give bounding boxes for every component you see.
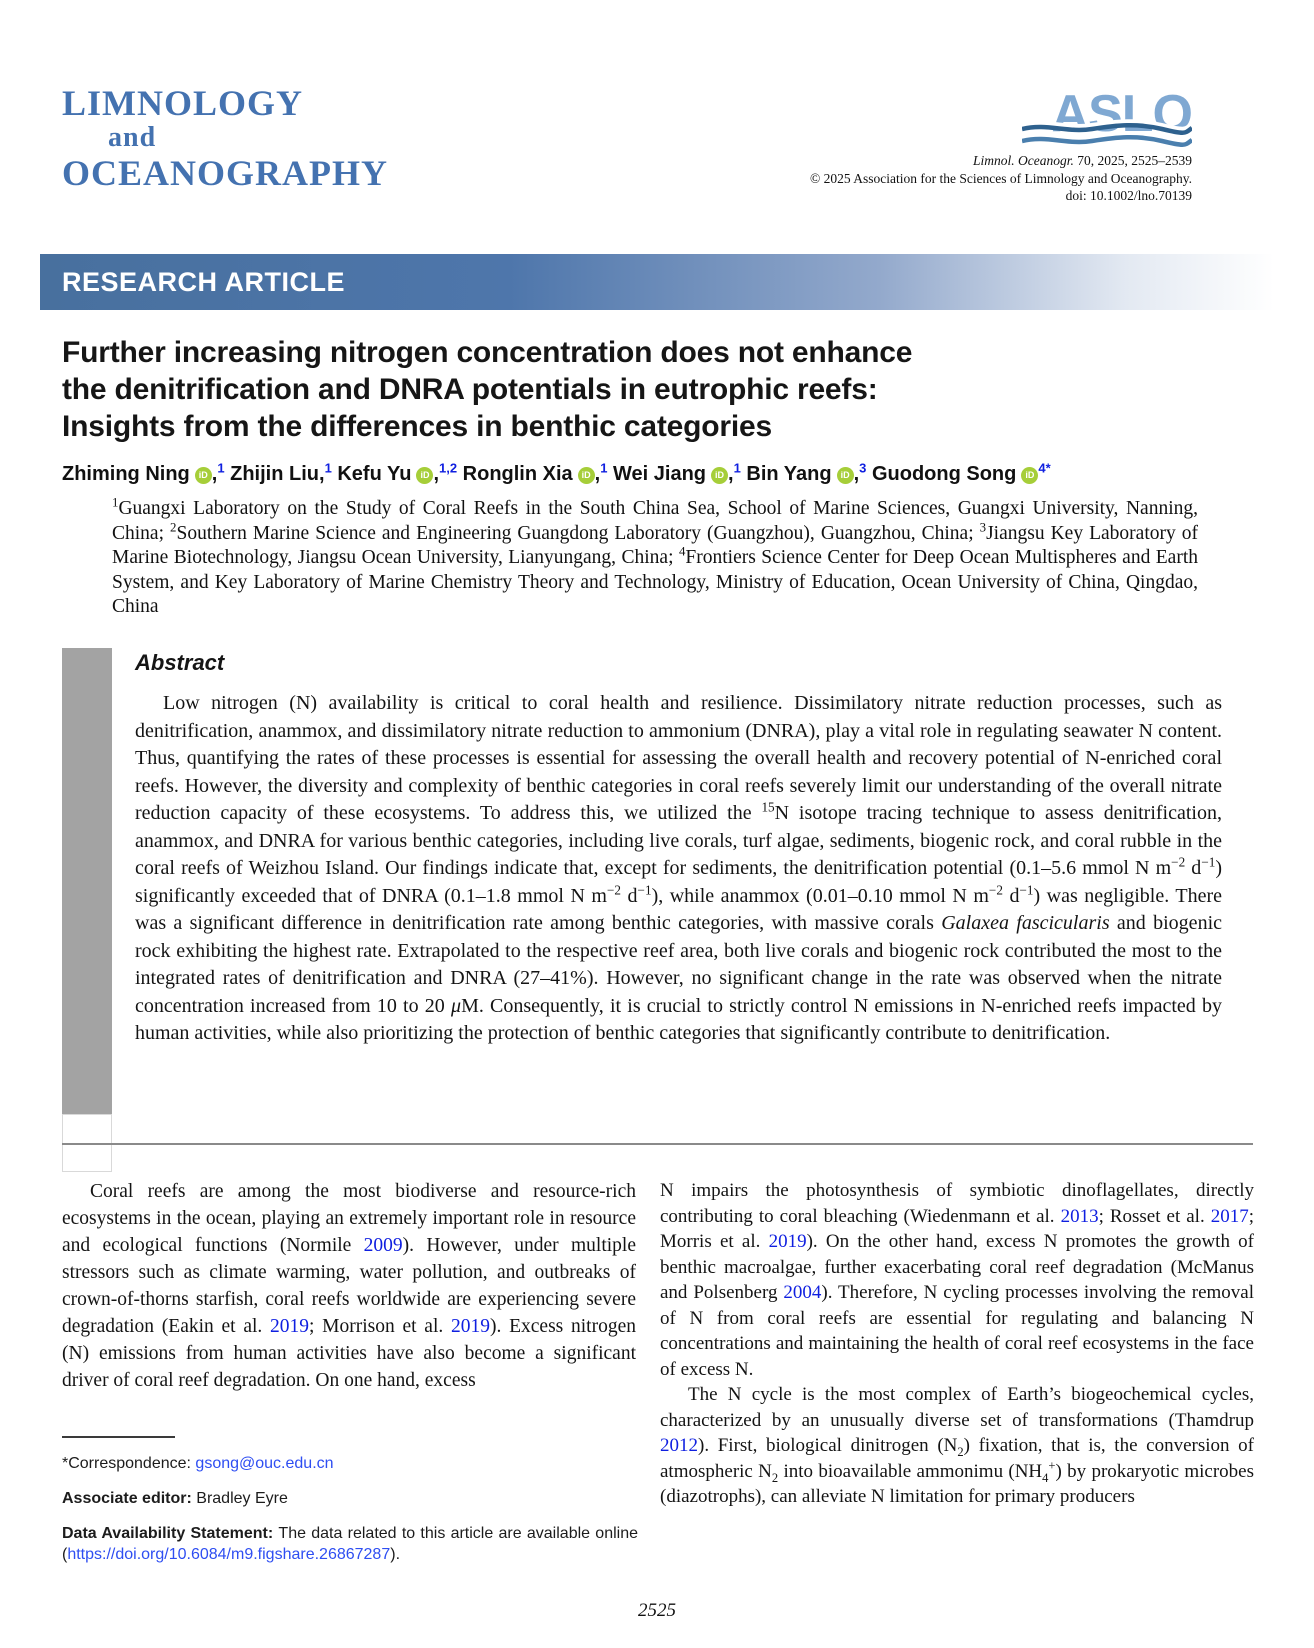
aslo-logo [1022,86,1192,146]
text-segment: Guangxi Laboratory on the Study of Coral Reefs in the South China Sea, School of Marine Sciences, Guangxi University, Nanning, China; [112,498,1198,544]
text-segment: M. Consequently, it is crucial to strictly control N emissions in N-enriched reefs impacted by human activities, while also prioritizing the protection of benthic categories that significantly contribute to denitrification. [135,994,1223,1044]
text-segment: N impairs the photosynthesis of symbiotic dinoflagellates, directly contributing to coral bleaching (Wiedenmann et al. [660,1180,1254,1227]
superscript: −2 [988,881,1003,897]
subscript: 2 [771,1470,779,1485]
affiliations [112,497,1198,620]
subscript: 2 [957,1444,964,1459]
title-line-3: Insights from the differences in benthic categories [62,410,772,443]
text-segment: ). On the other hand, excess N promotes the growth of benthic macroalgae, further exacerbating coral reef degradation (McManus and Polsenberg [660,1231,1254,1303]
text-segment: d [1185,857,1202,879]
journal-logo-line3: OCEANOGRAPHY [62,153,388,193]
text-segment: ). Therefore, N cycling processes involving the removal of N from coral reefs are essential for regulating and balancing N concentrations and maintaining the health of coral reef ecosystems in the face of excess N. [660,1282,1255,1380]
aslo-logo-text: ASLO [1051,85,1192,143]
text-segment: Frontiers Science Center for Deep Ocean Multispheres and Earth System, and Key Laboratory of Marine Chemistry Theory and Technology, Ministry of Education, Ocean University of China, Qingdao, China [112,547,1199,618]
orcid-icon[interactable]: iD [1021,467,1038,484]
abstract-section [62,648,1222,1114]
superscript: 15 [761,799,775,815]
orcid-icon[interactable]: iD [578,467,595,484]
author-affiliation-sup: 4* [1038,460,1051,476]
abstract-sidebar [62,648,112,1114]
text-segment: 70, 2025, 2525–2539 [1073,153,1192,168]
external-link[interactable]: gsong@ouc.edu.cn [195,1455,334,1472]
orcid-icon[interactable]: iD [837,467,854,484]
text-segment: d [621,884,638,907]
orcid-icon[interactable]: iD [416,467,433,484]
citation-link[interactable]: 2019 [270,1316,310,1337]
research-article-banner [40,254,1274,310]
text-segment: Bradley Eyre [196,1490,288,1507]
text-segment: μ [451,994,462,1017]
body-paragraph [62,1178,636,1394]
text-segment: Limnol. Oceanogr. [973,153,1074,168]
text-segment: and biogenic rock exhibiting the highest rate. Extrapolated to the respective reef area, both live corals and biogenic rock contributed the most to the integrated rates of denitrification and DNRA (27–41%). However, no significant change in the rate was observed when the nitrate concentration increased from 10 to 20 [135,912,1222,1017]
text-segment: Southern Marine Science and Engineering Guangdong Laboratory (Guangzhou), Guangzhou, China; [176,522,980,544]
author-name: Ronglin Xia [462,463,573,485]
citation-block [810,152,1192,205]
superscript: −1 [637,881,652,897]
journal-logo-line2: and [108,122,157,153]
copyright-line: © 2025 Association for the Sciences of Limnology and Oceanography. [809,170,1192,186]
correspondence-note [62,1453,638,1474]
author-list: Zhiming Ning iD ,$^1$ Zhijin Liu,$^1$ Kefu Yu iD ,$^{1,2}$ Ronglin Xia iD ,$^1$ Wei Jiang iD ,$^1$ Bin Yang iD ,$^3$ Guodong Song iD $^{4*}$ [62,460,1051,485]
right-column [660,1178,1254,1510]
text-segment: ) significantly exceeded that of DNRA (0.1–1.8 mmol N m [135,857,1223,907]
author-name: Zhiming Ning [62,463,190,485]
author-name: Wei Jiang [613,463,707,485]
footnotes [62,1453,638,1579]
title-line-1: Further increasing nitrogen concentration does not enhance [62,336,913,369]
text-segment: Jiangsu Key Laboratory of Marine Biotechnology, Jiangsu Ocean University, Lianyungang, China; [112,522,1199,569]
doi-line: doi: 10.1002/lno.70139 [1065,188,1192,203]
external-link[interactable]: https://doi.org/10.6084/m9.figshare.26867287 [67,1546,391,1563]
journal-logo [62,84,388,192]
aslo-waves-icon [1022,118,1192,148]
citation-link[interactable]: 2017 [1210,1205,1249,1227]
orcid-icon[interactable]: iD [711,467,728,484]
citation-link[interactable]: 2009 [363,1235,403,1256]
superscript: −2 [1171,854,1186,870]
article-title [62,334,912,445]
abstract-content [135,648,1222,1114]
text-segment: Galaxea fascicularis [941,912,1110,934]
author-name: Kefu Yu [337,463,412,485]
body-paragraph [660,1382,1254,1510]
superscript: 4 [678,544,686,559]
abstract-text [135,690,1222,1048]
citation-line [810,152,1192,170]
text-segment: N isotope tracing technique to assess denitrification, anammox, and DNRA for various benthic categories, including live corals, turf algae, sediments, biogenic rock, and coral rubble in the coral reefs of Weizhou Island. Our findings indicate that, except for sediments, the denitrification potential (0.1–5.6 mmol N m [135,802,1222,879]
citation-link[interactable]: 2019 [451,1316,490,1337]
text-segment: ) fixation, that is, the conversion of atmospheric N [660,1435,1254,1482]
text-segment: ). However, under multiple stressors such as climate warming, water pollution, and outbreaks of crown-of-thorns starfish, coral reefs worldwide are experiencing severe degradation (Eakin et al. [62,1235,636,1337]
superscript: + [1048,1458,1056,1473]
superscript: −2 [606,881,622,897]
author-affiliation-sup: 1 [733,460,741,476]
superscript: −1 [1201,854,1216,870]
orcid-icon[interactable]: iD [195,467,212,484]
citation-link[interactable]: 2019 [768,1231,807,1252]
text-segment: Low nitrogen (N) availability is critical to coral health and resilience. Dissimilatory nitrate reduction processes, such as denitrification, anammox, and dissimilatory nitrate reduction to ammonium (DNRA), play a vital role in regulating seawater N content. Thus, quantifying the rates of these processes is essential for assessing the overall health and recovery potential of N-enriched coral reefs. However, the diversity and complexity of benthic categories in coral reefs severely limit our understanding of the overall nitrate reduction capacity of these ecosystems. To address this, we utilized the [135,692,1222,824]
superscript: −1 [1019,881,1034,897]
text-segment: d [1002,884,1020,907]
text-segment: Data Availability Statement: [62,1525,279,1542]
text-segment: *Correspondence: [62,1455,196,1472]
citation-link[interactable]: 2013 [1060,1205,1099,1227]
author-affiliation-sup: 1 [600,460,608,476]
author-name: Guodong Song [871,463,1017,485]
text-segment: ; Rosset et al. [1098,1205,1211,1227]
data-availability-note [62,1523,638,1565]
author-affiliation-sup: 1 [324,460,332,476]
page-number: 2525 [638,1600,676,1621]
superscript: 2 [170,520,177,535]
text-segment: ). Excess nitrogen (N) emissions from human activities have also become a significant driver of coral reef degradation. On one hand, excess [62,1316,636,1391]
text-segment: Associate editor: [62,1490,197,1507]
author-affiliation-sup: 1,2 [439,460,458,476]
left-column [62,1178,636,1394]
author-affiliation-sup: 3 [859,460,867,476]
footnote-rule [62,1436,175,1438]
superscript: 3 [979,520,987,535]
abstract-heading: Abstract [135,650,225,675]
author-affiliation-sup: 1 [217,460,225,476]
text-segment: ) was negligible. There was a significant difference in denitrification rate among benthic categories, with massive corals [135,884,1223,934]
subscript: 4 [1042,1470,1049,1485]
text-segment: ). First, biological dinitrogen (N [698,1435,958,1456]
associate-editor-note [62,1488,638,1509]
section-divider [62,1143,1253,1145]
text-segment: ; Morris et al. [660,1205,1254,1252]
journal-logo-line1: LIMNOLOGY [62,83,304,123]
text-segment: Coral reefs are among the most biodiverse and resource-rich ecosystems in the ocean, playing an extremely important role in resource and ecological functions (Normile [62,1181,636,1256]
citation-link[interactable]: 2012 [660,1435,698,1456]
author-name: Zhijin Liu [230,463,319,485]
text-segment: The data related to this article are available online ( [62,1525,639,1563]
text-segment: ; Morrison et al. [309,1316,451,1337]
text-segment: into bioavailable ammonimu (NH [778,1460,1043,1482]
banner-label: RESEARCH ARTICLE [62,267,346,297]
text-segment: The N cycle is the most complex of Earth’s biogeochemical cycles, characterized by an unusually diverse set of transformations (Thamdrup [660,1384,1254,1431]
text-segment: ), while anammox (0.01–0.10 mmol N m [651,884,989,907]
citation-link[interactable]: 2004 [783,1282,822,1303]
text-segment: ) by prokaryotic microbes (diazotrophs), can alleviate N limitation for primary producers [660,1460,1254,1507]
title-line-2: the denitrification and DNRA potentials in eutrophic reefs: [62,373,878,406]
superscript: 1 [112,495,119,510]
author-name: Bin Yang [746,463,832,485]
text-segment: ). [390,1546,401,1563]
body-paragraph [660,1178,1254,1382]
